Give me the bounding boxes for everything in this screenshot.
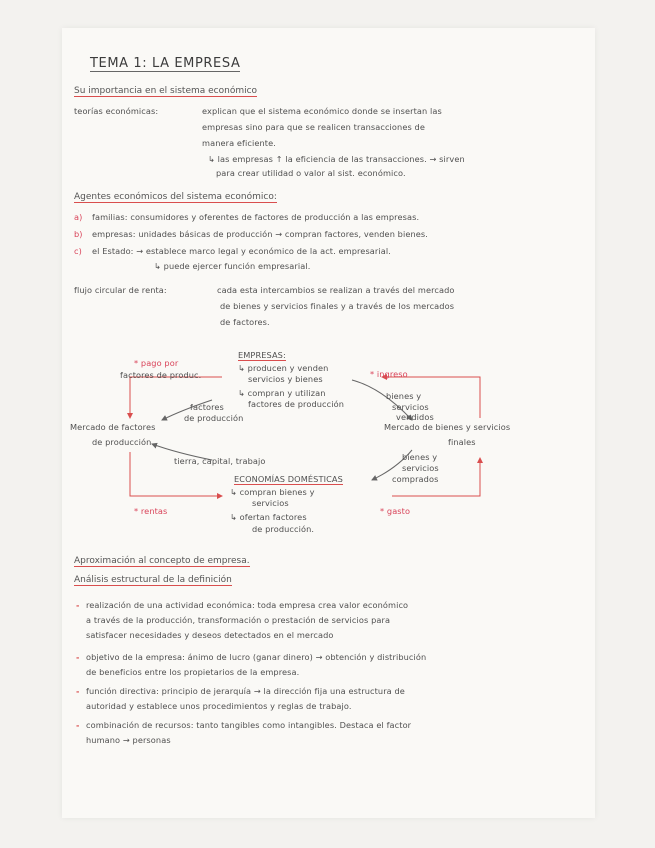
bullet-mark: -	[76, 686, 80, 696]
bullet-line: objetivo de la empresa: ánimo de lucro (ganar dinero) → obtención y distribución	[86, 652, 427, 662]
item-mark: a)	[74, 212, 83, 222]
mercado-factores: Mercado de factores	[70, 422, 156, 432]
text-line: manera eficiente.	[202, 138, 276, 148]
mercado-bienes: Mercado de bienes y servicios	[384, 422, 511, 432]
bienes-vendidos-label: bienes y	[386, 391, 422, 401]
bullet-line: humano → personas	[86, 735, 171, 745]
term-teorias: teorías económicas:	[74, 106, 159, 116]
empresas-line: ↳ compran y utilizan	[238, 388, 326, 398]
text-line: ↳ las empresas ↑ la eficiencia de las transacciones. → sirven	[208, 154, 465, 164]
agent-familias: familias: consumidores y oferentes de factores de producción a las empresas.	[92, 212, 420, 222]
economias-line: servicios	[252, 498, 289, 508]
bienes-vendidos-label: vendidos	[396, 412, 434, 422]
empresas-line: ↳ producen y venden	[238, 363, 329, 373]
empresas-label: EMPRESAS:	[238, 350, 286, 360]
agent-estado-sub: ↳ puede ejercer función empresarial.	[154, 261, 311, 271]
text-line: cada esta intercambios se realizan a través del mercado	[217, 285, 455, 295]
item-mark: c)	[74, 246, 82, 256]
text-line: de factores.	[220, 317, 270, 327]
text-line: empresas sino para que se realicen transacciones de	[202, 122, 425, 132]
term-flujo: flujo circular de renta:	[74, 285, 167, 295]
pago-label: * pago por	[134, 358, 179, 368]
bienes-comprados-label: comprados	[392, 474, 439, 484]
bullet-mark: -	[76, 652, 80, 662]
gasto-label: * gasto	[380, 506, 411, 516]
bullet-line: función directiva: principio de jerarquía → la dirección fija una estructura de	[86, 686, 405, 696]
factores-prod-label: factores	[190, 402, 224, 412]
bullet-line: realización de una actividad económica: toda empresa crea valor económico	[86, 600, 409, 610]
text-line: para crear utilidad o valor al sist. económico.	[216, 168, 406, 178]
empresas-line: factores de producción	[248, 399, 345, 409]
bullet-mark: -	[76, 600, 80, 610]
agent-empresas: empresas: unidades básicas de producción → compran factores, venden bienes.	[92, 229, 428, 239]
section-heading-importancia: Su importancia en el sistema económico	[74, 86, 258, 96]
text-line: de bienes y servicios finales y a través de los mercados	[220, 301, 455, 311]
ingreso-label: * ingreso	[370, 369, 408, 379]
factores-prod-label: de producción	[184, 413, 244, 423]
bullet-line: a través de la producción, transformación o prestación de servicios para	[86, 615, 391, 625]
bullet-line: combinación de recursos: tanto tangibles como intangibles. Destaca el factor	[86, 720, 412, 730]
empresas-line: servicios y bienes	[248, 374, 323, 384]
notebook-page	[62, 28, 595, 818]
mercado-factores: de producción	[92, 437, 152, 447]
bienes-vendidos-label: servicios	[392, 402, 429, 412]
tierra-label: tierra, capital, trabajo	[174, 456, 266, 466]
mercado-bienes: finales	[448, 437, 476, 447]
bullet-mark: -	[76, 720, 80, 730]
economias-line: ↳ ofertan factores	[230, 512, 307, 522]
economias-line: ↳ compran bienes y	[230, 487, 315, 497]
item-mark: b)	[74, 229, 83, 239]
text-line: explican que el sistema económico donde se insertan las	[202, 106, 442, 116]
bullet-line: de beneficios entre los propietarios de la empresa.	[86, 667, 300, 677]
page-title: TEMA 1: LA EMPRESA	[90, 56, 241, 71]
bienes-comprados-label: servicios	[402, 463, 439, 473]
economias-label: ECONOMÍAS DOMÉSTICAS	[234, 474, 343, 484]
pago-label-line: factores de produc.	[120, 370, 202, 380]
section-heading-agentes: Agentes económicos del sistema económico:	[74, 192, 277, 202]
section-heading-concepto: Aproximación al concepto de empresa.	[74, 556, 250, 566]
agent-estado: el Estado: → establece marco legal y económico de la act. empresarial.	[92, 246, 391, 256]
bienes-comprados-label: bienes y	[402, 452, 438, 462]
rentas-label: * rentas	[134, 506, 168, 516]
bullet-line: autoridad y establece unos procedimientos y reglas de trabajo.	[86, 701, 352, 711]
bullet-line: satisfacer necesidades y deseos detectados en el mercado	[86, 630, 334, 640]
economias-line: de producción.	[252, 524, 315, 534]
section-subheading-analisis: Análisis estructural de la definición	[74, 575, 232, 585]
